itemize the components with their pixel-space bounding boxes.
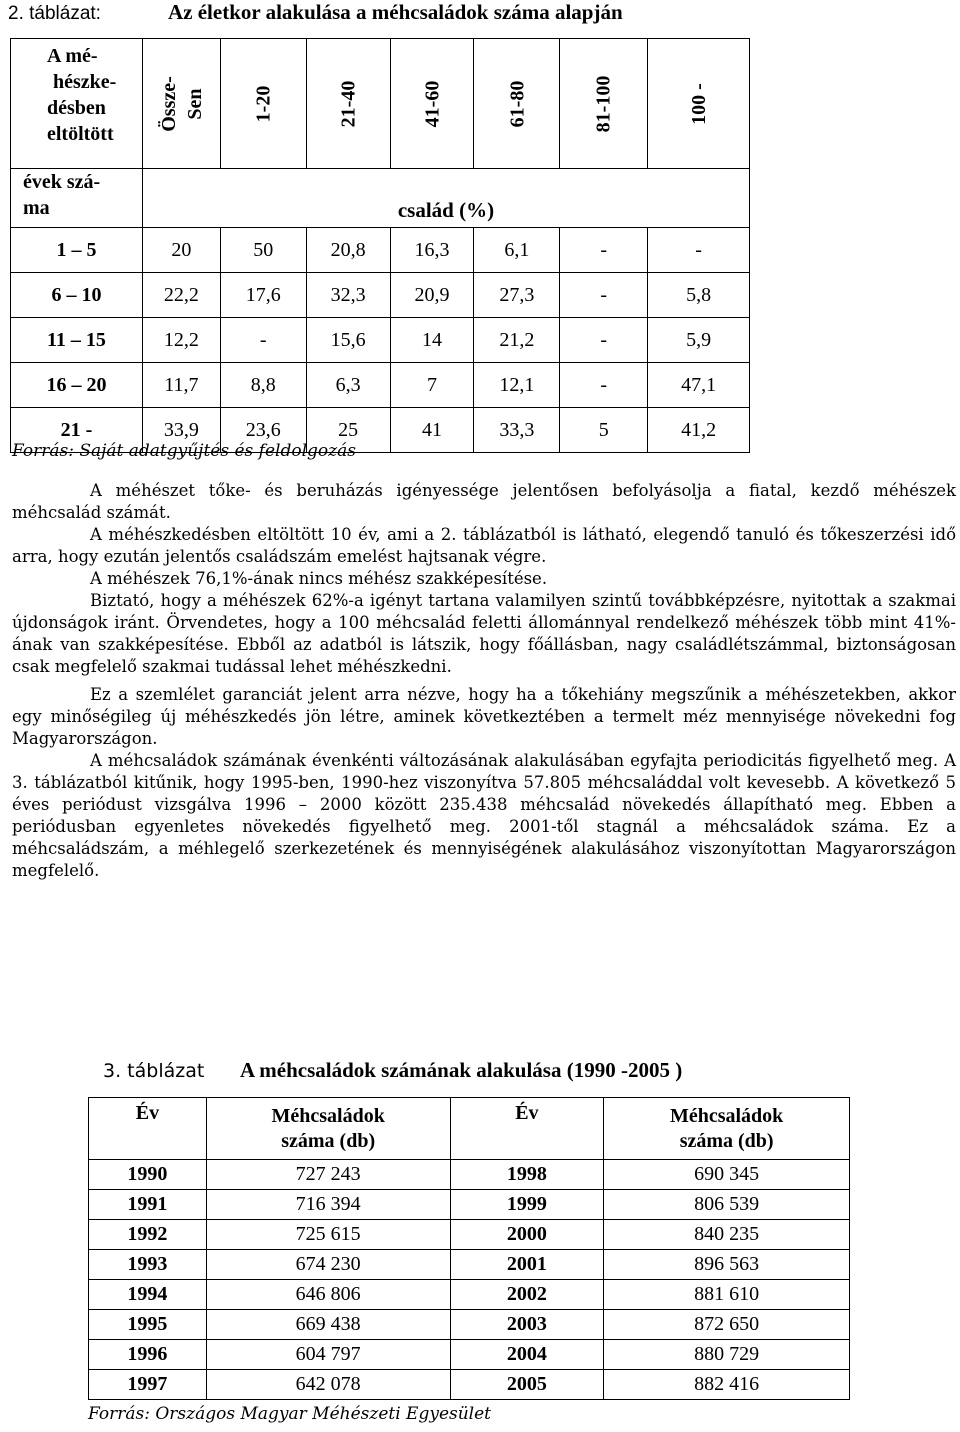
table-cell: 20,8 [306,228,390,273]
count-cell: 806 539 [604,1190,850,1220]
count-cell: 880 729 [604,1340,850,1370]
header-text: Össze- [157,75,180,132]
year-cell: 2005 [450,1370,604,1400]
header-text: száma (db) [281,1129,376,1152]
header-text: ma [23,197,50,219]
row-label: 1 – 5 [11,228,143,273]
table2-caption [8,0,623,26]
table2-header-total [142,39,220,169]
table3-source: Forrás: Országos Magyar Méhészeti Egyesület [88,1404,492,1424]
table-cell: 12,1 [474,363,560,408]
table2-header-years [11,39,143,169]
count-cell: 727 243 [206,1160,450,1190]
table3-header-count [604,1098,850,1160]
table-cell: 12,2 [142,318,220,363]
table-cell: - [560,228,648,273]
table2-title: Az életkor alakulása a méhcsaládok száma alapján [168,0,623,24]
table-row [11,363,750,408]
row-label: 16 – 20 [11,363,143,408]
table-row [89,1370,850,1400]
table-cell: 14 [390,318,474,363]
table-cell: 15,6 [306,318,390,363]
table-cell: 50 [220,228,306,273]
header-text: désben [47,97,106,119]
table-cell: 17,6 [220,273,306,318]
year-cell: 1994 [89,1280,207,1310]
count-cell: 882 416 [604,1370,850,1400]
table-cell: 5,8 [648,273,750,318]
table-row [89,1220,850,1250]
table2-label: 2. táblázat: [8,3,101,24]
table2-header-col [560,39,648,169]
table-row [89,1160,850,1190]
count-cell: 840 235 [604,1220,850,1250]
header-text: Méhcsaládok [669,1104,784,1127]
table2-body [11,228,750,453]
table-cell: 32,3 [306,273,390,318]
year-cell: 1992 [89,1220,207,1250]
table-cell: 33,3 [474,408,560,453]
count-cell: 690 345 [604,1160,850,1190]
table-cell: 20 [142,228,220,273]
table-row [89,1190,850,1220]
year-cell: 1996 [89,1340,207,1370]
table3-header-year: Év [450,1098,604,1160]
paragraph: Ez a szemlélet garanciát jelent arra nézve, hogy ha a tőkehiány megszűnik a méhészetekben, akkor egy minőségileg új méhészkedés jön létre, aminek következtében a termelt méz mennyisége növekedni fog Magyarországon. [12,685,956,748]
year-cell: 2001 [450,1250,604,1280]
table-cell: 47,1 [648,363,750,408]
table-row [89,1340,850,1370]
year-cell: 2002 [450,1280,604,1310]
table2-header-col [390,39,474,169]
year-cell: 1990 [89,1160,207,1190]
table-cell: 8,8 [220,363,306,408]
paragraph: A méhészek 76,1%-ának nincs méhész szakképesítése. [90,569,548,588]
row-label: 11 – 15 [11,318,143,363]
table-cell: 5 [560,408,648,453]
table3-caption [103,1058,682,1083]
table-cell: - [560,273,648,318]
paragraph: Biztató, hogy a méhészek 62%-a igényt tartana valamilyen szintű továbbképzésre, nyitottak a szakmai újdonságok iránt. Örvendetes, hogy a 100 méhcsalád feletti állománnyal rendelkező méhészek több mint 41%-ának van szakképesítése. Ebből az adatból is látszik, hogy főállásban, nagy családlétszámmal, biztonságosan csak megfelelő szakmai tudással lehet méhészkedni. [12,591,956,676]
year-cell: 1995 [89,1310,207,1340]
row-label: 6 – 10 [11,273,143,318]
header-text: 41-60 [420,80,443,127]
table2-header-col [648,39,750,169]
table-cell: 22,2 [142,273,220,318]
table2-source: Forrás: Saját adatgyűjtés és feldolgozás [12,441,356,461]
year-cell: 2003 [450,1310,604,1340]
table3 [88,1097,850,1400]
year-cell: 2004 [450,1340,604,1370]
header-text: 100 - [687,82,710,125]
table-cell: 6,1 [474,228,560,273]
table-cell: 16,3 [390,228,474,273]
count-cell: 642 078 [206,1370,450,1400]
table-cell: 11,7 [142,363,220,408]
paragraph: A méhészet tőke- és beruházás igényessége jelentősen befolyásolja a fiatal, kezdő méhészek méhcsalád számát. [12,481,956,522]
year-cell: 1997 [89,1370,207,1400]
table-cell: 33,9 [142,408,220,453]
paragraph: A méhészkedésben eltöltött 10 év, ami a 2. táblázatból is látható, elegendő tanuló és tőkeszerzési idő arra, hogy ezután jelentős családszám emelést hajtsanak végre. [12,525,956,566]
year-cell: 1999 [450,1190,604,1220]
year-cell: 2000 [450,1220,604,1250]
table-row [89,1310,850,1340]
table-cell: - [220,318,306,363]
table2-header-col [220,39,306,169]
table2-header-col [474,39,560,169]
count-cell: 896 563 [604,1250,850,1280]
count-cell: 716 394 [206,1190,450,1220]
header-text: száma (db) [679,1129,774,1152]
count-cell: 725 615 [206,1220,450,1250]
year-cell: 1998 [450,1160,604,1190]
header-text: 1-20 [252,85,275,122]
body-text [12,480,956,882]
header-text: hészke- [53,71,117,93]
table2-header-years-cont [11,169,143,228]
table2-header-col [306,39,390,169]
table-cell: - [560,363,648,408]
table-cell: 5,9 [648,318,750,363]
table-cell: 20,9 [390,273,474,318]
table-cell: 25 [306,408,390,453]
header-text: 81-100 [592,75,615,132]
paragraph: A méhcsaládok számának évenkénti változásának alakulásában egyfajta periodicitás figyelhető meg. A 3. táblázatból kitűnik, hogy 1995-ben, 1990-hez viszonyítva 57.805 méhcsaláddal volt kevesebb. A következő 5 éves periódust vizsgálva 1996 – 2000 között 235.438 méhcsalád növekedés állapítható meg. Ebben a periódusban egyenletes növekedés figyelhető meg. 2001-től stagnál a méhcsaládok száma. Ez a méhcsaládszám, a méhlegelő szerkezetének és mennyiségének alakulásához viszonyítottan Magyarországon megfelelő. [12,751,956,880]
header-text: 21-40 [337,80,360,127]
header-text: A mé- [47,45,98,67]
count-cell: 646 806 [206,1280,450,1310]
table-cell: - [560,318,648,363]
table2-unit-label: család (%) [142,169,749,228]
count-cell: 881 610 [604,1280,850,1310]
table-cell: 23,6 [220,408,306,453]
year-cell: 1993 [89,1250,207,1280]
table-cell: 27,3 [474,273,560,318]
table-row [89,1280,850,1310]
table-cell: 41 [390,408,474,453]
table-row [89,1250,850,1280]
header-text: Méhcsaládok [271,1104,385,1127]
table3-header-count [206,1098,450,1160]
table3-title: A méhcsaládok számának alakulása (1990 -2005 ) [240,1058,683,1082]
row-label: 21 - [11,408,143,453]
count-cell: 674 230 [206,1250,450,1280]
table-cell: 21,2 [474,318,560,363]
table3-label: 3. táblázat [103,1060,205,1082]
header-text: 61-80 [505,80,528,127]
count-cell: 872 650 [604,1310,850,1340]
header-text: Sen [183,87,206,120]
table-row [11,318,750,363]
year-cell: 1991 [89,1190,207,1220]
table-cell: - [648,228,750,273]
table-cell: 6,3 [306,363,390,408]
header-text: évek szá- [23,171,101,193]
table3-body [89,1160,850,1400]
table-cell: 7 [390,363,474,408]
table-row [11,228,750,273]
table3-header-year: Év [89,1098,207,1160]
header-total-rotated [155,76,207,132]
table2 [10,38,750,453]
table-cell: 41,2 [648,408,750,453]
header-text: eltöltött [47,123,114,145]
count-cell: 669 438 [206,1310,450,1340]
count-cell: 604 797 [206,1340,450,1370]
table-row [11,273,750,318]
